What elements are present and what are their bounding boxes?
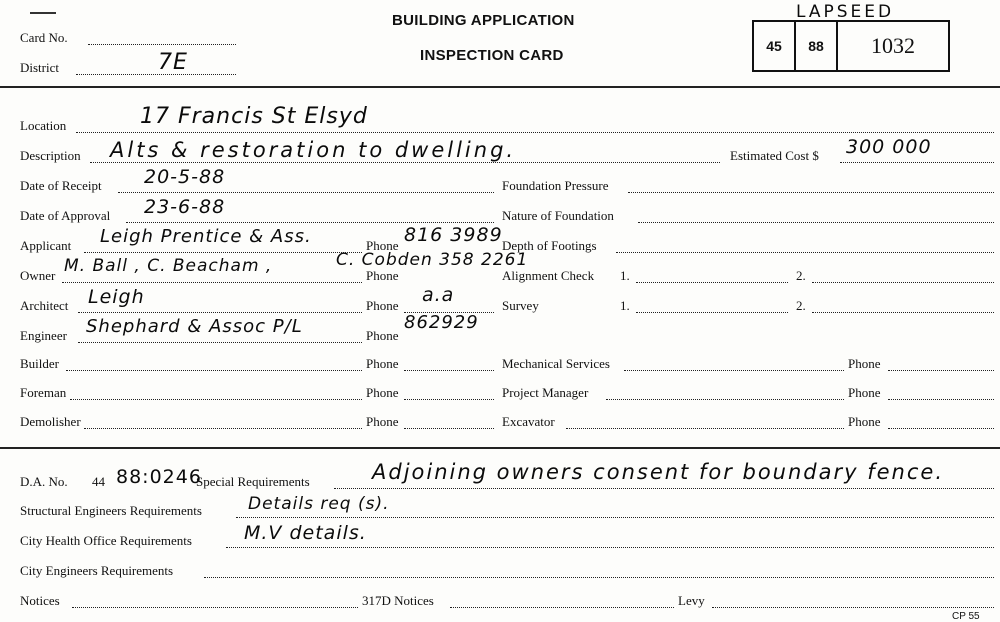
box-cell-mid: 88: [796, 22, 838, 70]
architect-label: Architect: [20, 298, 69, 313]
alignment-2-field[interactable]: [812, 282, 994, 283]
district-field[interactable]: [76, 74, 236, 75]
estimated-cost-value: 300 000: [846, 136, 932, 158]
project-manager-field[interactable]: [606, 399, 844, 400]
mechanical-services-label: Mechanical Services: [502, 356, 610, 371]
foundation-pressure-field[interactable]: [628, 192, 994, 193]
demolisher-label: Demolisher: [20, 414, 81, 429]
district-label: District: [20, 60, 59, 75]
box-cell-left: 45: [754, 22, 796, 70]
mechanical-phone-label: Phone: [848, 356, 881, 371]
city-health-value: M.V details.: [244, 522, 367, 544]
demolisher-phone-field[interactable]: [404, 428, 494, 429]
foreman-field[interactable]: [70, 399, 362, 400]
builder-phone-label: Phone: [366, 356, 399, 371]
location-field[interactable]: [76, 132, 994, 133]
da-no-label: D.A. No.: [20, 474, 68, 489]
engineer-field[interactable]: [78, 342, 362, 343]
applicant-phone-value: 816 3989: [404, 224, 503, 246]
owner-phone-label: Phone: [366, 268, 399, 283]
engineer-phone-label: Phone: [366, 328, 399, 343]
applicant-phone-label: Phone: [366, 238, 399, 253]
depth-footings-label: Depth of Footings: [502, 238, 597, 253]
date-approval-value: 23-6-88: [144, 196, 226, 218]
demolisher-field[interactable]: [84, 428, 362, 429]
levy-label: Levy: [678, 593, 705, 608]
date-receipt-label: Date of Receipt: [20, 178, 102, 193]
architect-phone-label: Phone: [366, 298, 399, 313]
notices-317d-label: 317D Notices: [362, 593, 434, 608]
applicant-value: Leigh Prentice & Ass.: [100, 226, 312, 247]
owner-field[interactable]: [62, 282, 362, 283]
demolisher-phone-label: Phone: [366, 414, 399, 429]
notices-label: Notices: [20, 593, 60, 608]
structural-label: Structural Engineers Requirements: [20, 503, 202, 518]
architect-field[interactable]: [78, 312, 362, 313]
depth-footings-field[interactable]: [616, 252, 994, 253]
survey-1-label: 1.: [620, 298, 630, 313]
engineer-label: Engineer: [20, 328, 67, 343]
excavator-label: Excavator: [502, 414, 555, 429]
form-code: CP 55: [952, 611, 980, 622]
alignment-check-label: Alignment Check: [502, 268, 595, 283]
card-mark: [30, 12, 56, 14]
mechanical-phone-field[interactable]: [888, 370, 994, 371]
description-field[interactable]: [90, 162, 720, 163]
da-prefix: 44: [92, 474, 105, 489]
alignment-2-label: 2.: [796, 268, 806, 283]
alignment-1-label: 1.: [620, 268, 630, 283]
district-value: 7E: [158, 50, 188, 75]
owner-value: M. Ball , C. Beacham ,: [64, 256, 273, 276]
notices-field[interactable]: [72, 607, 358, 608]
engineer-value: Shephard & Assoc P/L: [86, 316, 303, 337]
applicant-field[interactable]: [84, 252, 362, 253]
architect-phone-value: a.a: [422, 284, 455, 306]
date-approval-field[interactable]: [126, 222, 494, 223]
owner-label: Owner: [20, 268, 56, 283]
survey-1-field[interactable]: [636, 312, 788, 313]
city-engineers-label: City Engineers Requirements: [20, 563, 174, 578]
structural-value: Details req (s).: [248, 494, 390, 514]
card-no-field[interactable]: [88, 44, 236, 45]
engineer-phone-value: 862929: [404, 312, 479, 333]
applicant-label: Applicant: [20, 238, 72, 253]
project-manager-label: Project Manager: [502, 385, 589, 400]
project-manager-phone-field[interactable]: [888, 399, 994, 400]
title-line2: INSPECTION CARD: [420, 47, 564, 64]
foundation-pressure-label: Foundation Pressure: [502, 178, 609, 193]
date-approval-label: Date of Approval: [20, 208, 111, 223]
description-label: Description: [20, 148, 81, 163]
survey-label: Survey: [502, 298, 539, 313]
location-value: 17 Francis St Elsyd: [140, 104, 368, 129]
excavator-phone-field[interactable]: [888, 428, 994, 429]
survey-2-field[interactable]: [812, 312, 994, 313]
owner-phone-value: C. Cobden 358 2261: [336, 250, 529, 270]
project-manager-phone-label: Phone: [848, 385, 881, 400]
da-no-value: 88:0246: [116, 466, 202, 488]
foreman-label: Foreman: [20, 385, 67, 400]
nature-foundation-field[interactable]: [638, 222, 994, 223]
builder-field[interactable]: [66, 370, 362, 371]
special-requirements-label: Special Requirements: [196, 474, 310, 489]
estimated-cost-field[interactable]: [840, 162, 994, 163]
foreman-phone-field[interactable]: [404, 399, 494, 400]
alignment-1-field[interactable]: [636, 282, 788, 283]
title-line1: BUILDING APPLICATION: [392, 12, 575, 29]
excavator-phone-label: Phone: [848, 414, 881, 429]
divider-top: [0, 86, 1000, 88]
special-requirements-value: Adjoining owners consent for boundary fence.: [372, 460, 945, 484]
notices-317d-field[interactable]: [450, 607, 674, 608]
builder-label: Builder: [20, 356, 59, 371]
date-receipt-field[interactable]: [118, 192, 494, 193]
foreman-phone-label: Phone: [366, 385, 399, 400]
city-health-field[interactable]: [226, 547, 994, 548]
card-no-label: Card No.: [20, 30, 68, 45]
structural-field[interactable]: [236, 517, 994, 518]
number-box: [752, 20, 950, 72]
lapsed-stamp: LAPSEED: [796, 2, 895, 22]
location-label: Location: [20, 118, 67, 133]
excavator-field[interactable]: [566, 428, 844, 429]
levy-field[interactable]: [712, 607, 994, 608]
mechanical-services-field[interactable]: [624, 370, 844, 371]
special-requirements-field[interactable]: [334, 488, 994, 489]
estimated-cost-label: Estimated Cost $: [730, 148, 819, 163]
architect-value: Leigh: [88, 286, 145, 308]
divider-middle: [0, 447, 1000, 449]
date-receipt-value: 20-5-88: [144, 166, 226, 188]
city-engineers-field[interactable]: [204, 577, 994, 578]
box-cell-number: 1032: [871, 33, 915, 58]
nature-foundation-label: Nature of Foundation: [502, 208, 614, 223]
survey-2-label: 2.: [796, 298, 806, 313]
builder-phone-field[interactable]: [404, 370, 494, 371]
city-health-label: City Health Office Requirements: [20, 533, 192, 548]
description-value: Alts & restoration to dwelling.: [110, 138, 517, 162]
